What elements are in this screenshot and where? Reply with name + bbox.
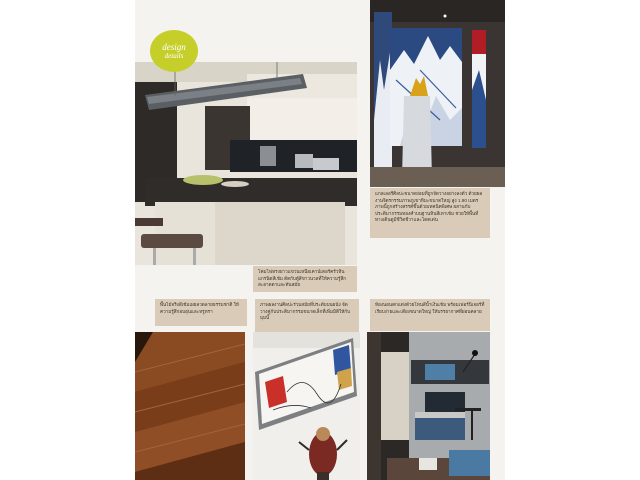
design-details-badge bbox=[150, 30, 198, 72]
artwork-caption-text: ภาพผลงานศิลปะร่วมสมัยที่ประดับบนผนัง จัดวางคู่กับประติมากรรมขนาดเล็กที่เพิ่มมิติให้กับมุมนี้ bbox=[260, 302, 351, 321]
artwork-photo bbox=[253, 332, 360, 480]
bedroom-illustration bbox=[367, 332, 490, 480]
mural-caption-text: แกลเลอรีศิลปะขนาดย่อมที่ถูกจัดวางอย่างลงตัว ด้วยผลงานจิตรกรรมภาพภูเขาหิมะขนาดใหญ่ สูง 1.90 เมตร ภาพนี้ถูกสร้างสรรค์ขึ้นด้วยเทคนิคพิเศษ ผสานกับประติมากรรมทองคำบนฐานหินสีเทาเข้ม ช่วยให้พื้นที่ทางเดินดูมีชีวิตชีวาและโดดเด่น bbox=[375, 191, 483, 223]
badge-line-2: details bbox=[164, 51, 184, 60]
mural-caption bbox=[370, 188, 490, 238]
wood-floor-illustration bbox=[135, 332, 245, 480]
floor-caption-text: พื้นไม้จริงสีเข้มเผยลวดลายธรรมชาติ ให้ความรู้สึกอบอุ่นและหรูหรา bbox=[160, 302, 239, 314]
kitchen-caption bbox=[253, 266, 357, 292]
badge-line-1: design bbox=[162, 41, 186, 52]
kitchen-illustration bbox=[135, 62, 357, 265]
mountain-mural-photo bbox=[370, 0, 505, 187]
bedroom-photo bbox=[367, 332, 490, 480]
artwork-illustration bbox=[253, 332, 360, 480]
floor-caption bbox=[155, 299, 247, 326]
kitchen-caption-text: โคมไฟทรงยาวแขวนเหนือเคาน์เตอร์ครัวหินแกรนิตสีเข้ม ตัดกับตู้สีขาวนวลที่ให้ความรู้สึกสะอาดตาและทันสมัย bbox=[258, 269, 347, 288]
bedroom-caption bbox=[370, 299, 490, 331]
artwork-caption bbox=[255, 299, 359, 334]
mural-illustration bbox=[370, 0, 505, 187]
wood-floor-photo bbox=[135, 332, 245, 480]
bedroom-caption-text: ห้องนอนตกแต่งด้วยโทนสีน้ำเงินเข้ม พร้อมเฟอร์นิเจอร์ที่เรียบง่ายและเตียงขนาดใหญ่ ให้บรรยากาศที่ผ่อนคลาย bbox=[375, 302, 485, 314]
kitchen-photo bbox=[135, 62, 357, 265]
